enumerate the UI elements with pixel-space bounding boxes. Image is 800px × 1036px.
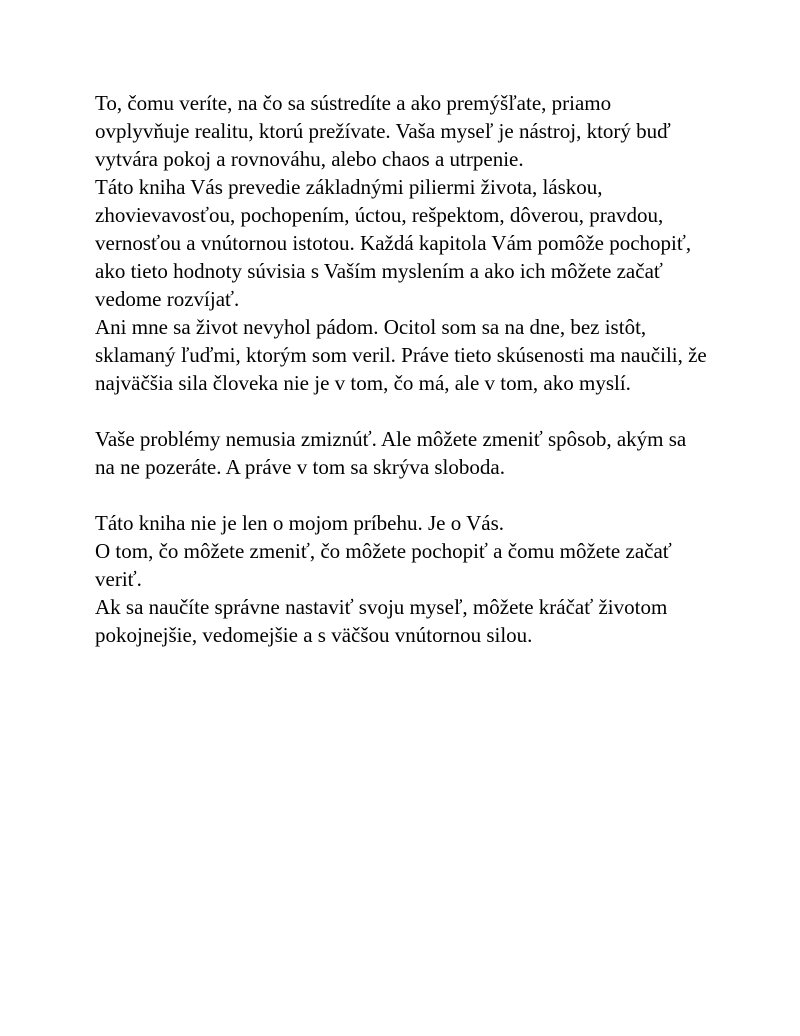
text-line: Ani mne sa život nevyhol pádom. Ocitol som sa na dne, bez istôt, [95, 315, 647, 339]
paragraph [95, 313, 735, 397]
text-line: Táto kniha Vás prevedie základnými piliermi života, láskou, [95, 175, 603, 199]
text-line: najväčšia sila človeka nie je v tom, čo má, ale v tom, ako myslí. [95, 371, 631, 395]
text-line: vernosťou a vnútornou istotou. Každá kapitola Vám pomôže pochopiť, [95, 231, 692, 255]
text-line: O tom, čo môžete zmeniť, čo môžete pochopiť a čomu môžete začať [95, 539, 672, 563]
text-line: To, čomu veríte, na čo sa sústredíte a ako premýšľate, priamo [95, 91, 612, 115]
text-line: Ak sa naučíte správne nastaviť svoju myseľ, môžete kráčať životom [95, 595, 668, 619]
paragraph [95, 509, 735, 537]
text-line: vedome rozvíjať. [95, 287, 240, 311]
text-line: sklamaný ľuďmi, ktorým som veril. Práve tieto skúsenosti ma naučili, že [95, 343, 707, 367]
text-line: ovplyvňuje realitu, ktorú prežívate. Vaša myseľ je nástroj, ktorý buď [95, 119, 671, 143]
text-line: vytvára pokoj a rovnováhu, alebo chaos a utrpenie. [95, 147, 524, 171]
text-line: pokojnejšie, vedomejšie a s väčšou vnútornou silou. [95, 623, 533, 647]
text-line: ako tieto hodnoty súvisia s Vaším myslením a ako ich môžete začať [95, 259, 663, 283]
paragraph [95, 593, 735, 649]
text-line: na ne pozeráte. A práve v tom sa skrýva sloboda. [95, 455, 505, 479]
blank-line [95, 481, 735, 509]
paragraph [95, 537, 735, 593]
text-line: Vaše problémy nemusia zmiznúť. Ale môžete zmeniť spôsob, akým sa [95, 427, 687, 451]
document-text [95, 89, 735, 649]
text-line: zhovievavosťou, pochopením, úctou, rešpektom, dôverou, pravdou, [95, 203, 664, 227]
paragraph [95, 173, 735, 313]
text-line: Táto kniha nie je len o mojom príbehu. Je o Vás. [95, 511, 505, 535]
text-line: veriť. [95, 567, 142, 591]
paragraph [95, 425, 735, 481]
blank-line [95, 397, 735, 425]
paragraph [95, 89, 735, 173]
